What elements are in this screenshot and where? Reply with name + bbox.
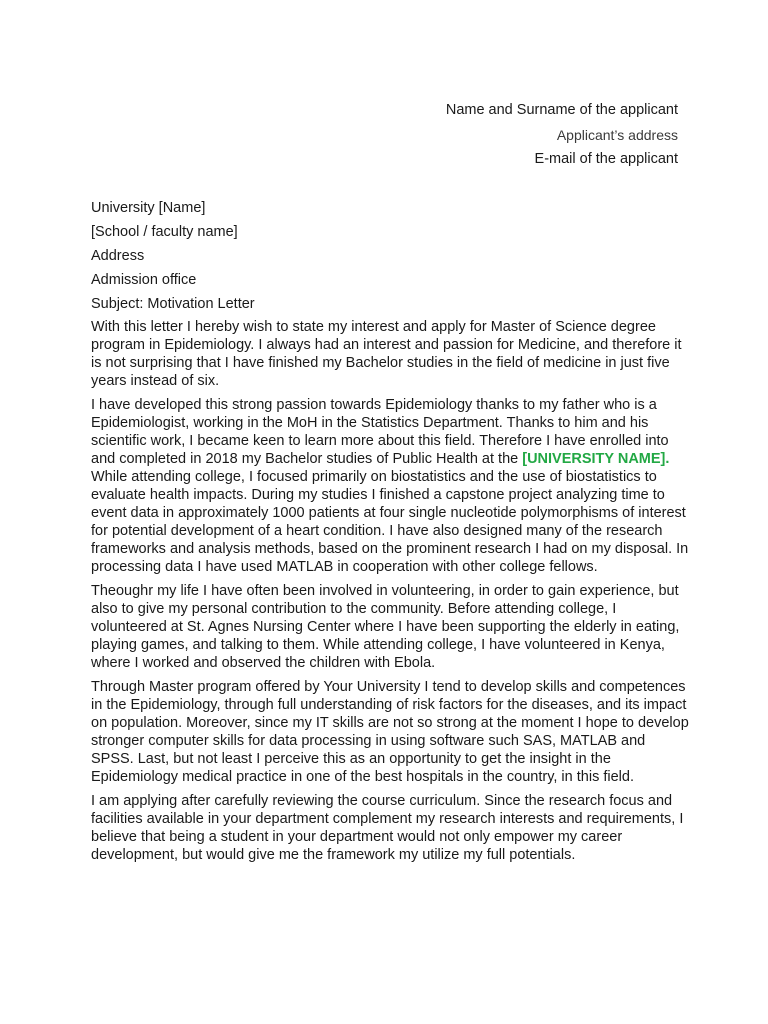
paragraph-background-text-2: While attending college, I focused primarily on biostatistics and the use of biostatistics to evaluate health impacts. During my studies I finished a capstone project analyzing time to event data in approximately 1000 patients at four single nucleotide polymorphisms of interest for potential development of a heart condition. I have also designed many of the research frameworks and analysis methods, based on the prominent research I had on my disposal. In processing data I have used MATLAB in cooperation with other college fellows.: [91, 469, 689, 575]
recipient-university: University [Name]: [91, 200, 206, 216]
recipient-office: Admission office: [91, 272, 197, 288]
paragraph-background: [91, 396, 691, 576]
paragraph-volunteering: Theoughr my life I have often been involved in volunteering, in order to gain experience, but also to give my personal contribution to the community. Before attending college, I volunteered at St. Agnes Nursing Center where I have been supporting the elderly in eating, playing games, and talking to them. While attending college, I have volunteered in Kenya, where I worked and observed the children with Ebola.: [91, 583, 680, 671]
paragraph-goals: Through Master program offered by Your University I tend to develop skills and competences in the Epidemiology, through full understanding of risk factors for the diseases, and its impact on population. Moreover, since my IT skills are not so strong at the moment I hope to develop stronger computer skills for data processing in using software such SAS, MATLAB and SPSS. Last, but not least I perceive this as an opportunity to get the insight in the Epidemiology medical practice in one of the best hospitals in the country, in this field.: [91, 679, 689, 785]
paragraph-background-text-1: I have developed this strong passion towards Epidemiology thanks to my father who is a Epidemiologist, working in the MoH in the Statistics Department. Thanks to him and his scientific work, I became keen to learn more about this field. Therefore I have enrolled into and completed in 2018 my Bachelor studies of Public Health at the: [91, 397, 669, 467]
recipient-address: Address: [91, 248, 145, 264]
paragraph-closing: I am applying after carefully reviewing the course curriculum. Since the research focus and facilities available in your department complement my research interests and requirements, I believe that being a student in your department would not only empower my career development, but would give me the framework my utilize my full potentials.: [91, 793, 684, 863]
recipient-block: [91, 196, 255, 316]
sender-block: [446, 98, 678, 172]
paragraph-intro: With this letter I hereby wish to state my interest and apply for Master of Science degree program in Epidemiology. I always had an interest and passion for Medicine, and therefore it is not surprising that I have finished my Bachelor studies in the field of medicine in just five years instead of six.: [91, 319, 682, 389]
applicant-email: E-mail of the applicant: [534, 151, 678, 167]
letter-subject: Subject: Motivation Letter: [91, 296, 255, 312]
applicant-address: Applicant’s address: [556, 126, 678, 143]
letter-body: [91, 318, 691, 870]
university-name-placeholder: [UNIVERSITY NAME].: [522, 451, 670, 467]
applicant-name: Name and Surname of the applicant: [445, 102, 678, 118]
recipient-school: [School / faculty name]: [91, 224, 238, 240]
